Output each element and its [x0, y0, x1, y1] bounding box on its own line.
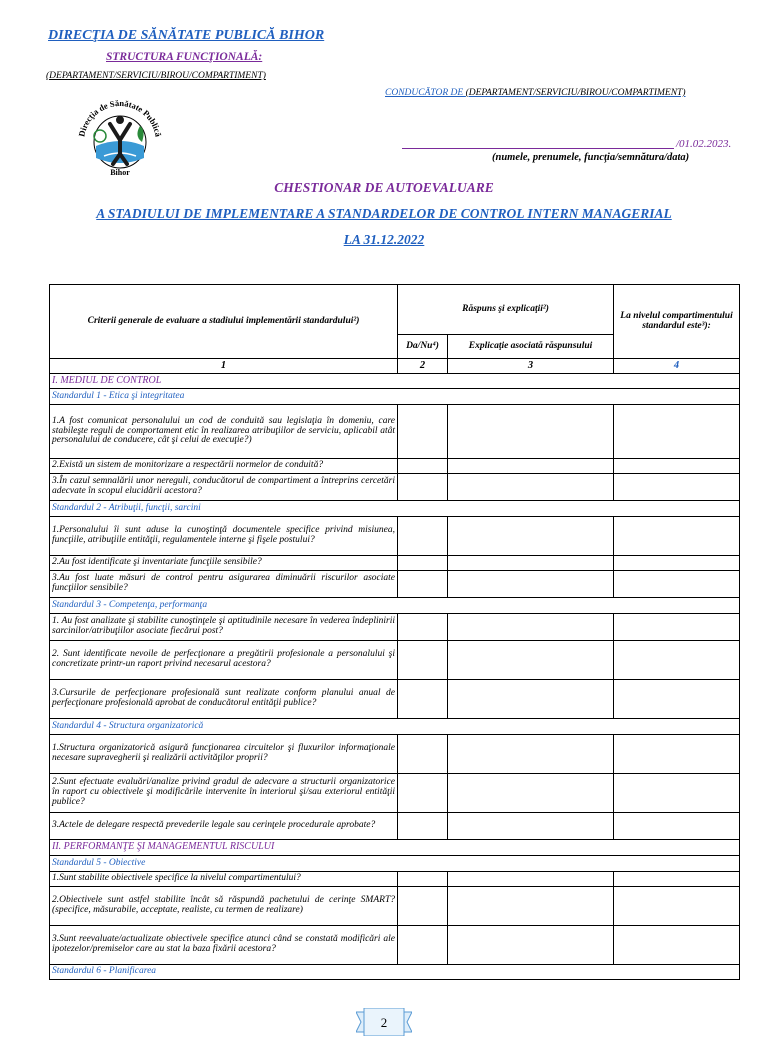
answer-explanation-cell[interactable]	[448, 774, 614, 813]
conducator-label: CONDUCĂTOR DE	[385, 88, 466, 98]
level-cell[interactable]	[614, 774, 740, 813]
answer-da-nu-cell[interactable]	[398, 517, 448, 556]
title-line-2: A STADIULUI DE IMPLEMENTARE A STANDARDELOR DE CONTROL INTERN MANAGERIAL	[96, 206, 672, 221]
answer-explanation-cell[interactable]	[448, 459, 614, 474]
da-nu-header: Da/Nu⁴)	[398, 335, 448, 359]
answer-explanation-cell[interactable]	[448, 872, 614, 887]
col-number-2: 2	[398, 359, 448, 374]
conducator-line	[385, 88, 686, 98]
level-cell[interactable]	[614, 641, 740, 680]
answer-da-nu-cell[interactable]	[398, 571, 448, 598]
criterion-row	[50, 813, 740, 840]
criterion-text: 1.A fost comunicat personalului un cod de conduită sau legislaţia în domeniu, care stabileşte reguli de comportament etic în realizarea atribuţiilor de serviciu, aplicabil atât personalului de conducere, cât şi celui de execuţie?)	[50, 405, 398, 459]
criterion-row	[50, 887, 740, 926]
answer-explanation-cell[interactable]	[448, 887, 614, 926]
answer-explanation-cell[interactable]	[448, 735, 614, 774]
col-number-3: 3	[448, 359, 614, 374]
page-number-ribbon	[356, 1008, 412, 1036]
answer-explanation-cell[interactable]	[448, 571, 614, 598]
standard-row	[50, 856, 740, 872]
institution-title: DIRECŢIA DE SĂNĂTATE PUBLICĂ BIHOR	[48, 28, 325, 43]
standard-title: Standardul 2 - Atribuţii, funcţii, sarcini	[50, 501, 740, 517]
level-cell[interactable]	[614, 813, 740, 840]
answer-da-nu-cell[interactable]	[398, 556, 448, 571]
evaluation-table	[49, 284, 740, 980]
answer-da-nu-cell[interactable]	[398, 405, 448, 459]
answer-explanation-cell[interactable]	[448, 614, 614, 641]
criterion-text: 1.Personalului îi sunt aduse la cunoştinţă documentele specifice privind misiunea, funcţiile, atribuţiile entităţii, regulamentele interne şi fişele postului?	[50, 517, 398, 556]
answer-da-nu-cell[interactable]	[398, 813, 448, 840]
structure-label: STRUCTURA FUNCŢIONALĂ:	[106, 51, 263, 63]
page-number: 2	[380, 1015, 388, 1030]
logo-arc-text: Direcţia de Sănătate Publică	[76, 97, 164, 138]
department-label: (DEPARTAMENT/SERVICIU/BIROU/COMPARTIMENT)	[46, 71, 266, 81]
explicatie-header: Explicaţie asociată răspunsului	[448, 335, 614, 359]
answer-explanation-cell[interactable]	[448, 556, 614, 571]
criteria-header: Criterii generale de evaluare a stadiului implementării standardului²)	[50, 285, 398, 359]
section-row	[50, 840, 740, 856]
title-line-3: LA 31.12.2022	[343, 232, 425, 247]
standard-title: Standardul 4 - Structura organizatorică	[50, 719, 740, 735]
level-cell[interactable]	[614, 517, 740, 556]
criterion-row	[50, 459, 740, 474]
section-title: I. MEDIUL DE CONTROL	[50, 374, 740, 389]
criterion-text: 2.Au fost identificate şi inventariate funcţiile sensibile?	[50, 556, 398, 571]
criterion-text: 3.În cazul semnalării unor nereguli, conducătorul de compartiment a întreprins cercetări adecvate în scopul elucidării acestora?	[50, 474, 398, 501]
answer-header: Răspuns şi explicaţii²)	[398, 285, 614, 335]
criterion-row	[50, 614, 740, 641]
criterion-text: 3.Actele de delegare respectă prevederile legale sau cerinţele procedurale aprobate?	[50, 813, 398, 840]
criterion-row	[50, 641, 740, 680]
title-line-1: CHESTIONAR DE AUTOEVALUARE	[274, 180, 494, 195]
level-cell[interactable]	[614, 556, 740, 571]
standard-title: Standardul 5 - Obiective	[50, 856, 740, 872]
standard-row	[50, 719, 740, 735]
level-cell[interactable]	[614, 614, 740, 641]
criterion-text: 2.Există un sistem de monitorizare a respectării normelor de conduită?	[50, 459, 398, 474]
criterion-row	[50, 735, 740, 774]
level-cell[interactable]	[614, 872, 740, 887]
criterion-row	[50, 926, 740, 965]
criterion-text: 3.Au fost luate măsuri de control pentru asigurarea diminuării riscurilor asociate funcţiilor sensibile?	[50, 571, 398, 598]
answer-explanation-cell[interactable]	[448, 474, 614, 501]
answer-explanation-cell[interactable]	[448, 680, 614, 719]
answer-da-nu-cell[interactable]	[398, 887, 448, 926]
criterion-row	[50, 571, 740, 598]
answer-explanation-cell[interactable]	[448, 517, 614, 556]
level-cell[interactable]	[614, 474, 740, 501]
criterion-text: 1.Sunt stabilite obiectivele specifice la nivelul compartimentului?	[50, 872, 398, 887]
criterion-text: 3.Cursurile de perfecţionare profesională sunt realizate conform planului anual de perfecţionare profesională aprobat de conducătorul entităţii publice?	[50, 680, 398, 719]
section-title: II. PERFORMANŢE ŞI MANAGEMENTUL RISCULUI	[50, 840, 740, 856]
answer-da-nu-cell[interactable]	[398, 774, 448, 813]
standard-title: Standardul 1 - Etica şi integritatea	[50, 389, 740, 405]
criterion-row	[50, 517, 740, 556]
criterion-row	[50, 680, 740, 719]
answer-da-nu-cell[interactable]	[398, 735, 448, 774]
standard-row	[50, 501, 740, 517]
level-header: La nivelul compartimentului standardul este³):	[614, 285, 740, 359]
answer-explanation-cell[interactable]	[448, 926, 614, 965]
standard-title: Standardul 6 - Planificarea	[50, 965, 740, 980]
answer-da-nu-cell[interactable]	[398, 872, 448, 887]
level-cell[interactable]	[614, 887, 740, 926]
standard-title: Standardul 3 - Competenţa, performanţa	[50, 598, 740, 614]
criterion-text: 1.Structura organizatorică asigură funcţionarea circuitelor şi fluxurilor informaţionale necesare supravegherii şi realizării activităţilor proprii?	[50, 735, 398, 774]
answer-da-nu-cell[interactable]	[398, 680, 448, 719]
answer-explanation-cell[interactable]	[448, 813, 614, 840]
answer-da-nu-cell[interactable]	[398, 474, 448, 501]
criterion-row	[50, 405, 740, 459]
col-number-1: 1	[50, 359, 398, 374]
level-cell[interactable]	[614, 735, 740, 774]
criterion-text: 1. Au fost analizate şi stabilite cunoştinţele şi aptitudinile necesare în vederea îndeplinirii sarcinilor/atribuţiilor asociate fiecărui post?	[50, 614, 398, 641]
standard-row	[50, 965, 740, 980]
answer-da-nu-cell[interactable]	[398, 614, 448, 641]
criterion-row	[50, 774, 740, 813]
answer-da-nu-cell[interactable]	[398, 641, 448, 680]
section-row	[50, 374, 740, 389]
level-cell[interactable]	[614, 680, 740, 719]
criterion-text: 2.Obiectivele sunt astfel stabilite încât să răspundă pachetului de cerinţe SMART? (specifice, măsurabile, acceptate, realiste, cu termen de realizare)	[50, 887, 398, 926]
answer-explanation-cell[interactable]	[448, 641, 614, 680]
answer-da-nu-cell[interactable]	[398, 926, 448, 965]
criterion-text: 2. Sunt identificate nevoile de perfecţionare a pregătirii profesionale a personalului şi concretizate printr-un raport privind necesarul acestora?	[50, 641, 398, 680]
answer-explanation-cell[interactable]	[448, 405, 614, 459]
criterion-row	[50, 474, 740, 501]
level-cell[interactable]	[614, 405, 740, 459]
answer-da-nu-cell[interactable]	[398, 459, 448, 474]
level-cell[interactable]	[614, 926, 740, 965]
standard-row	[50, 598, 740, 614]
signature-line	[402, 148, 674, 149]
level-cell[interactable]	[614, 571, 740, 598]
criterion-text: 2.Sunt efectuate evaluări/analize privind gradul de adecvare a structurii organizatorice în raport cu obiectivele şi modificările intervenite în interiorul şi/sau exteriorul entităţii publice?	[50, 774, 398, 813]
signature-date: /01.02.2023.	[676, 138, 732, 150]
logo-bottom-text: Bihor	[110, 168, 130, 176]
criterion-row	[50, 556, 740, 571]
dsp-logo	[70, 96, 168, 176]
criterion-row	[50, 872, 740, 887]
conducator-value: (DEPARTAMENT/SERVICIU/BIROU/COMPARTIMENT)	[465, 88, 686, 98]
level-cell[interactable]	[614, 459, 740, 474]
standard-row	[50, 389, 740, 405]
col-number-4: 4	[614, 359, 740, 374]
signature-note: (numele, prenumele, funcţia/semnătura/data)	[492, 152, 690, 163]
criterion-text: 3.Sunt reevaluate/actualizate obiectivele specifice atunci când se constată modificări ale ipotezelor/premiselor care au stat la baza fixării acestora?	[50, 926, 398, 965]
